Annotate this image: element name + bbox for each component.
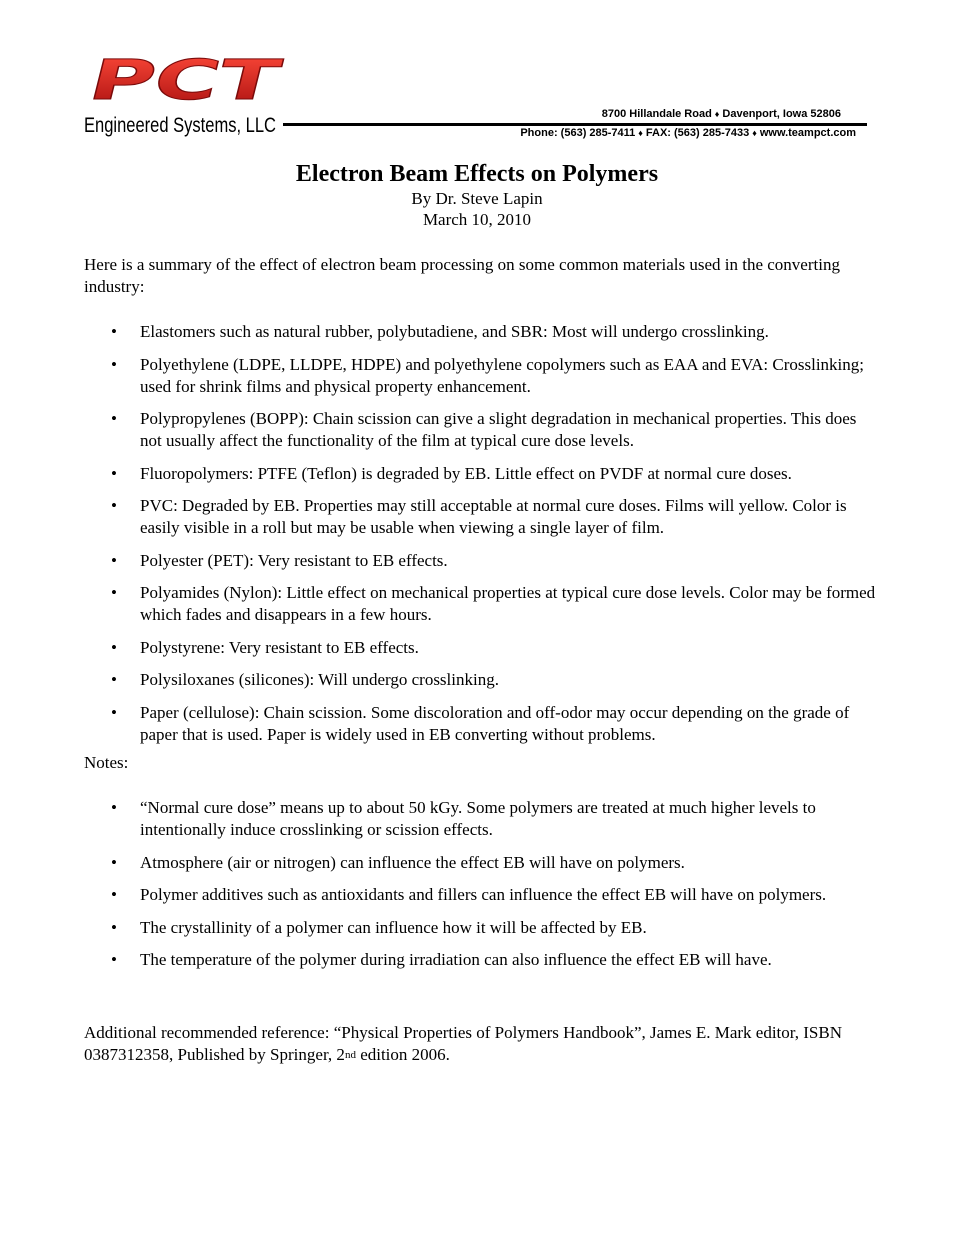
bullet-icon: • — [111, 670, 117, 689]
list-item — [111, 321, 881, 343]
address-street: 8700 Hillandale Road — [601, 108, 712, 120]
document-author: By Dr. Steve Lapin — [411, 189, 543, 208]
list-item — [111, 550, 881, 572]
list-item-text: Fluoropolymers: PTFE (Teflon) is degraded by EB. Little effect on PVDF at normal cure doses. — [140, 463, 792, 483]
list-item — [111, 852, 881, 874]
notes-list — [111, 797, 881, 982]
list-item-text: Polysiloxanes (silicones): Will undergo crosslinking. — [140, 670, 499, 689]
polymer-effects-list — [111, 321, 881, 756]
bullet-icon: • — [111, 885, 117, 904]
list-item-text: Paper (cellulose): Chain scission. Some discoloration and off-odor may occur depending on the grade of paper that is used. Paper is widely used in EB converting without problems. — [140, 702, 850, 744]
bullet-icon: • — [111, 702, 117, 722]
list-item-text: Polyester (PET): Very resistant to EB effects. — [140, 550, 448, 570]
company-contact — [520, 127, 856, 139]
bullet-icon: • — [111, 583, 117, 602]
reference-text: Additional recommended reference: “Physical Properties of Polymers Handbook”, James E. Mark editor, ISBN 0387312358, Published by Springer, 2 — [84, 1023, 842, 1064]
list-item-text: Atmosphere (air or nitrogen) can influence the effect EB will have on polymers. — [140, 852, 685, 872]
bullet-icon: • — [111, 409, 117, 428]
list-item-text: Polymer additives such as antioxidants and fillers can influence the effect EB will have on polymers. — [140, 885, 827, 904]
list-item — [111, 495, 881, 539]
list-item-text: Polypropylenes (BOPP): Chain scission can give a slight degradation in mechanical properties. This does not usually affect the functionality of the film at typical cure dose levels. — [140, 409, 857, 450]
list-item — [111, 408, 881, 452]
list-item — [111, 669, 881, 691]
reference-text-end: edition 2006. — [355, 1045, 450, 1064]
bullet-icon: • — [111, 496, 117, 515]
bullet-icon: • — [111, 798, 117, 817]
list-item — [111, 582, 881, 626]
list-item-text: Polystyrene: Very resistant to EB effects. — [140, 637, 419, 657]
diamond-separator-icon: ♦ — [638, 128, 643, 138]
list-item — [111, 637, 881, 659]
bullet-icon: • — [111, 917, 117, 937]
list-item-text: Polyethylene (LDPE, LLDPE, HDPE) and polyethylene copolymers such as EAA and EVA: Crosslinking; used for shrink films and physical property enhancement. — [140, 354, 864, 396]
website-link[interactable]: www.teampct.com — [759, 127, 856, 139]
document-date: March 10, 2010 — [422, 210, 532, 229]
diamond-separator-icon: ♦ — [752, 128, 757, 138]
list-item — [111, 463, 881, 485]
list-item-text: The crystallinity of a polymer can influence how it will be affected by EB. — [140, 917, 647, 937]
intro-paragraph: Here is a summary of the effect of electron beam processing on some common materials used in the converting industry: — [84, 255, 840, 296]
company-logo — [82, 48, 282, 140]
bullet-icon: • — [111, 354, 117, 374]
notes-heading: Notes: — [84, 753, 129, 772]
list-item — [111, 354, 881, 398]
list-item — [111, 702, 881, 746]
document-title: Electron Beam Effects on Polymers — [295, 161, 659, 187]
list-item-text: The temperature of the polymer during irradiation can also influence the effect EB will have. — [140, 950, 772, 969]
ordinal-suffix: nd — [344, 1049, 356, 1061]
list-item-text: Elastomers such as natural rubber, polybutadiene, and SBR: Most will undergo crosslinking. — [140, 322, 769, 341]
list-item-text: “Normal cure dose” means up to about 50 kGy. Some polymers are treated at much higher levels to intentionally induce crosslinking or scission effects. — [140, 798, 816, 839]
bullet-icon: • — [111, 322, 117, 341]
fax-number: FAX: (563) 285-7433 — [645, 127, 750, 139]
company-address — [602, 108, 841, 120]
bullet-icon: • — [111, 637, 117, 657]
address-city: Davenport, Iowa 52806 — [722, 108, 841, 120]
logo-wordmark: PCT — [82, 48, 217, 113]
list-item — [111, 884, 881, 906]
list-item — [111, 949, 881, 971]
bullet-icon: • — [111, 852, 117, 872]
list-item — [111, 797, 881, 841]
list-item — [111, 917, 881, 939]
diamond-separator-icon: ♦ — [714, 109, 720, 119]
list-item-text: Polyamides (Nylon): Little effect on mechanical properties at typical cure dose levels. Color may be formed which fades and disappears in a few hours. — [140, 583, 876, 624]
list-item-text: PVC: Degraded by EB. Properties may still acceptable at normal cure doses. Films will yellow. Color is easily visible in a roll but may be usable when viewing a single layer of film. — [140, 496, 847, 537]
bullet-icon: • — [111, 950, 117, 969]
phone-number: Phone: (563) 285-7411 — [520, 127, 636, 139]
bullet-icon: • — [111, 550, 117, 570]
header-rule — [283, 123, 867, 126]
company-tagline: Engineered Systems, LLC — [84, 114, 276, 137]
reference-paragraph — [84, 1022, 874, 1066]
bullet-icon: • — [111, 463, 117, 483]
